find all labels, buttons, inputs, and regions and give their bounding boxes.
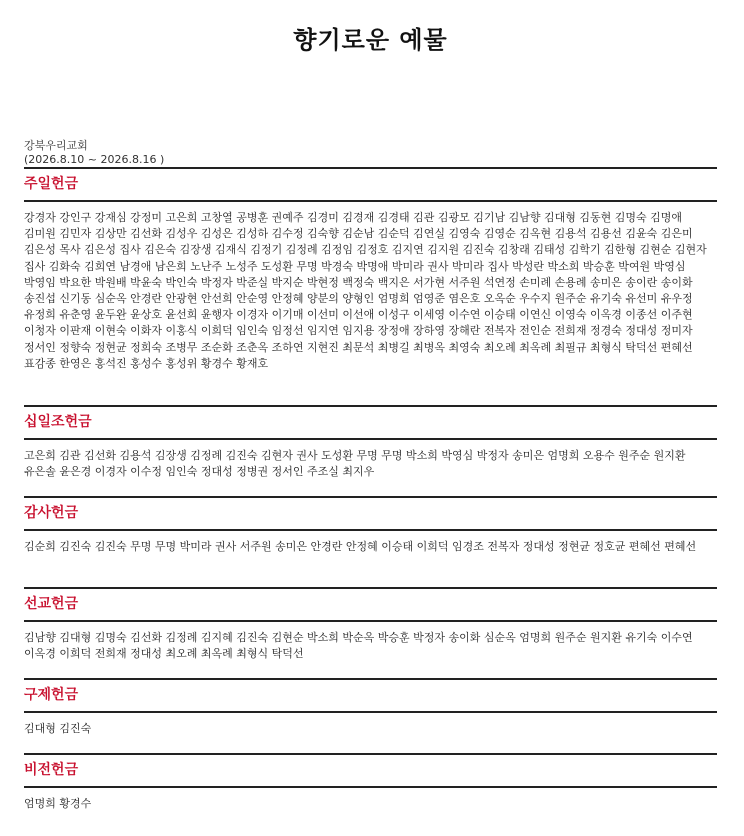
- section-heading-rule: [24, 438, 717, 440]
- section-heading-rule: [24, 200, 717, 202]
- donor-names: 김남향 김대형 김명숙 김선화 김정례 김지혜 김진숙 김현순 박소희 박순옥 박승훈 박정자 송이화 심순옥 엄명희 원주순 원지환 유기숙 이수연 이옥경 이희덕 전희재 정대성 최오례 최옥례 최형식 탁덕선: [24, 631, 693, 661]
- donor-names: 김순희 김진숙 김진숙 무명 무명 박미라 권사 서주원 송미은 안경란 안정혜 이승태 이희덕 임경조 전복자 정대성 정현균 정호균 편혜선 편혜선: [24, 540, 697, 553]
- section-tithe: [24, 405, 717, 481]
- section-mission: [24, 587, 717, 663]
- donor-names: 김대형 김진숙: [24, 722, 92, 735]
- section-heading: 주일헌금: [24, 176, 79, 192]
- section-heading-rule: [24, 620, 717, 622]
- section-heading-rule: [24, 786, 717, 788]
- date-range: (2026.8.10 ~ 2026.8.16 ): [24, 153, 165, 166]
- page-title: 향기로운 예물: [293, 26, 448, 54]
- donor-names: 엄명희 황경수: [24, 797, 92, 810]
- church-name: 강북우리교회: [24, 139, 88, 152]
- section-sunday-offering: [24, 167, 717, 390]
- donor-names: 강경자 강인구 강재심 강정미 고은희 고창열 공병훈 권예주 김경미 김경재 김경태 김관 김광모 김기남 김남향 김대형 김동현 김명숙 김명애 김미원 김민자 김상만 김선화 김성우 김성은 김성하 김수정 김숙향 김순남 김순덕 김연실 김영숙 김영순 김옥현 김용석 김용선 김윤숙 김은미 김은성 목사 김은성 집사 김은숙 김장생 김재식 김정기 김정례 김정임 김정호 김지연 김지원 김진숙 김창래 김태성 김학기 김한형 김현순 김현자 집사 김화숙 김희연 남경애 남은희 노난주 노성주 도성환 무명 박경숙 박명애 박미라 권사 박미라 집사 박성란 박소희 박승훈 박여원 박영심 박영임 박요한 박원배 박윤숙 박인숙 박정자 박준실 박지순 박현정 백정숙 백지은 서가현 서주원 석연정 손미례 손용례 송미은 송이란 송이화 송진섭 신기동 심순옥 안경란 안광현 안선희 안순영 안정혜 양분의 양형인 엄명희 엄영준 염은호 오옥순 우수지 원주순 유기숙 유선미 유우정 유정희 유춘영 윤두완 윤상호 윤선희 윤행자 이경자 이기매 이선미 이선애 이성구 이세영 이수연 이승태 이연신 이영숙 이옥경 이종선 이주현 이청자 이판재 이현숙 이화자 이홍식 이희덕 임인숙 임정선 임지연 임지용 장정애 장하영 장해란 전복자 전인순 전희재 정경숙 정대성 정미자 정서인 정향숙 정현균 정희숙 조병무 조순화 조춘옥 조하연 지현진 최문석 최병길 최병옥 최영숙 최오례 최옥례 최필규 최형식 탁덕선 편혜선 표감종 한영은 홍석진 홍성수 홍성위 황경수 황재호: [24, 211, 707, 370]
- section-thanksgiving: [24, 496, 717, 572]
- section-heading: 선교헌금: [24, 596, 79, 612]
- offering-document: [24, 0, 717, 813]
- section-heading-rule: [24, 529, 717, 531]
- section-relief: [24, 678, 717, 738]
- section-heading-rule: [24, 711, 717, 713]
- section-heading: 감사헌금: [24, 505, 79, 521]
- section-vision: [24, 753, 717, 813]
- section-heading: 십일조헌금: [24, 414, 92, 430]
- section-heading: 구제헌금: [24, 687, 79, 703]
- document-meta: [24, 139, 717, 167]
- donor-names: 고은희 김관 김선화 김용석 김장생 김정례 김진숙 김현자 권사 도성환 무명 무명 박소희 박영심 박정자 송미은 엄명희 오용수 원주순 원지환 유은솔 윤은경 이경자 이수정 임인숙 정대성 정병권 정서인 주조실 최지우: [24, 449, 686, 479]
- section-heading: 비전헌금: [24, 762, 79, 778]
